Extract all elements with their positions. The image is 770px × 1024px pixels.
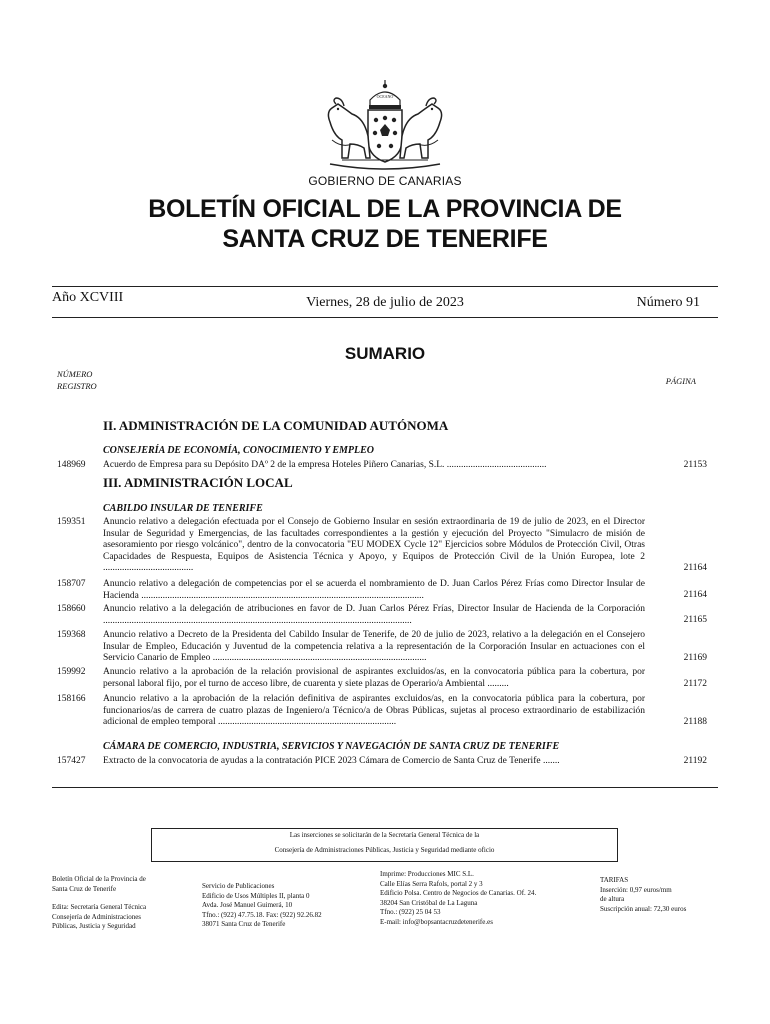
- entry-text: Anuncio relativo a delegación de competencias por el se acuerda el nombramiento de D. Juan Carlos Pérez Frías como Director Insular de Hacienda .......................................................................................................................: [103, 579, 645, 601]
- insertion-notice-box: [151, 828, 618, 862]
- column-header-registry-line2: REGISTRO: [57, 381, 97, 391]
- footer-line: Inserción: 0,97 euros/mm: [600, 885, 672, 894]
- summary-title: SUMARIO: [344, 344, 426, 363]
- summary-entry[interactable]: [57, 517, 707, 575]
- footer-line: Edificio de Usos Múltiples II, planta 0: [202, 891, 310, 900]
- footer-line: Suscripción anual: 72,30 euros: [600, 904, 687, 913]
- entry-page: 21169: [683, 653, 707, 663]
- issue-date: Viernes, 28 de julio de 2023: [306, 295, 464, 310]
- entry-registry-number: 148969: [57, 460, 86, 470]
- summary-entry[interactable]: [57, 579, 707, 602]
- section-subheading: CÁMARA DE COMERCIO, INDUSTRIA, SERVICIOS Y NAVEGACIÓN DE SANTA CRUZ DE TENERIFE: [103, 741, 560, 752]
- footer-line: Servicio de Publicaciones: [202, 882, 275, 890]
- summary-end-rule: [52, 787, 718, 788]
- footer-publisher: [52, 875, 146, 932]
- footer-printer: [380, 870, 536, 927]
- entry-text: Anuncio relativo a la delegación de atribuciones en favor de D. Juan Carlos Pérez Frías, Director Insular de Hacienda de la Corporación ..................................................................................................................................: [103, 604, 645, 626]
- footer-line: Públicas, Justicia y Seguridad: [52, 922, 136, 930]
- summary-entry[interactable]: [57, 604, 707, 627]
- summary-entry[interactable]: [57, 756, 707, 768]
- section-subheading: CABILDO INSULAR DE TENERIFE: [103, 503, 263, 514]
- entry-page: 21188: [683, 717, 707, 727]
- entry-registry-number: 159992: [57, 667, 86, 677]
- notice-line1: Las inserciones se solicitarán de la Secretaría General Técnica de la: [289, 831, 480, 839]
- footer-rates: [600, 876, 686, 914]
- entry-registry-number: 158707: [57, 579, 86, 589]
- bulletin-title-line1: BOLETÍN OFICIAL DE LA PROVINCIA DE: [148, 195, 622, 223]
- entry-page: 21164: [683, 590, 707, 600]
- entry-text: Extracto de la convocatoria de ayudas a la contratación PICE 2023 Cámara de Comercio de Santa Cruz de Tenerife .......: [103, 756, 560, 766]
- summary-entry[interactable]: [57, 694, 707, 729]
- entry-page: 21165: [683, 615, 707, 625]
- footer-line: 38071 Santa Cruz de Tenerife: [202, 920, 286, 928]
- footer-line: Santa Cruz de Tenerife: [52, 884, 117, 893]
- section-heading: III. ADMINISTRACIÓN LOCAL: [103, 475, 293, 490]
- column-header-registry: [57, 368, 137, 392]
- footer-line: Imprime: Producciones MIC S.L.: [380, 870, 474, 878]
- footer-line: TARIFAS: [600, 876, 629, 884]
- bulletin-title-line2: SANTA CRUZ DE TENERIFE: [222, 225, 548, 253]
- entry-registry-number: 159368: [57, 630, 86, 640]
- footer-line: Boletín Oficial de la Provincia de: [52, 875, 146, 883]
- footer-line: Tfno.: (922) 25 04 53: [380, 908, 441, 916]
- entry-page: 21172: [683, 679, 707, 689]
- issue-number: Número 91: [636, 295, 700, 310]
- summary-entry[interactable]: [57, 460, 707, 472]
- column-header-page: PÁGINA: [665, 376, 696, 386]
- summary-entry[interactable]: [57, 667, 707, 690]
- header-rule-top: [52, 286, 718, 287]
- footer-line: Avda. José Manuel Guimerá, 10: [202, 901, 293, 909]
- issue-year: Año XCVIII: [52, 290, 124, 305]
- entry-text: Anuncio relativo a la aprobación de la relación provisional de aspirantes excluidos/as, en la convocatoria pública para la cobertura, por personal laboral fijo, por el turno de acceso libre, de cuarenta y siete plazas de Operario/a Ambiental .........: [103, 667, 645, 689]
- footer-line: Calle Elías Serra Rafols, portal 2 y 3: [380, 879, 483, 888]
- entry-page: 21153: [683, 460, 707, 470]
- entry-registry-number: 158166: [57, 694, 86, 704]
- footer-line: de altura: [600, 895, 625, 903]
- summary-entry[interactable]: [57, 630, 707, 665]
- section-heading: II. ADMINISTRACIÓN DE LA COMUNIDAD AUTÓNOMA: [103, 418, 449, 433]
- footer-line: Edita: Secretaría General Técnica: [52, 903, 147, 911]
- entry-text: Anuncio relativo a delegación efectuada por el Consejo de Gobierno Insular en sesión extraordinaria de 19 de julio de 2023, en el Director Insular de Seguridad y Emergencias, de las facultades correspondientes a la gestión y ejecución del Proyecto "Simulacro de misión de asesoramiento por riesgo volcánico", dentro de la convocatoria "EU MODEX Cycle 12" Ejercicios sobre Módulos de Protección Civil, Otras Capacidades de Respuesta, Equipos de Asistencia Técnica y Apoyo, y Equipos de Protección Civil de la Unión Europea, lote 2 ......................................: [103, 517, 645, 573]
- footer-line: Consejería de Administraciones: [52, 912, 142, 921]
- footer-line: Edificio Polsa. Centro de Negocios de Canarias. Of. 24.: [380, 889, 537, 897]
- entry-text: Anuncio relativo a Decreto de la Presidenta del Cabildo Insular de Tenerife, de 20 de julio de 2023, relativo a la delegación en el Consejero Insular de Empleo, Educación y Juventud de la competencia relativa a la representación de la Corporación Insular en actuaciones con el Servicio Canario de Empleo ..........................................................................................: [103, 630, 645, 663]
- entry-registry-number: 159351: [57, 517, 86, 527]
- notice-line2: Consejería de Administraciones Públicas, Justicia y Seguridad mediante oficio: [274, 846, 495, 854]
- coat-of-arms-logo: [312, 78, 458, 174]
- entry-page: 21192: [683, 756, 707, 766]
- column-header-registry-line1: NÚMERO: [57, 369, 93, 379]
- section-subheading: CONSEJERÍA DE ECONOMÍA, CONOCIMIENTO Y EMPLEO: [103, 445, 374, 456]
- entry-page: 21164: [683, 563, 707, 573]
- crest-motto: OCEANO: [376, 94, 394, 99]
- entry-text: Anuncio relativo a la aprobación de la relación definitiva de aspirantes excluidos/as, en la convocatoria pública para la cobertura, por funcionarios/as de carrera de cuatro plazas de Ingeniero/a Técnico/a de Obras Públicas, sujetas al proceso extraordinario de estabilización adicional de empleo temporal ...........................................................................: [103, 694, 645, 727]
- footer-line: 38204 San Cristóbal de La Laguna: [380, 898, 478, 907]
- header-rule-bottom: [52, 317, 718, 318]
- footer-line: Tfno.: (922) 47.75.18. Fax: (922) 92.26.82: [202, 910, 322, 919]
- footer-publications-service: [202, 882, 322, 930]
- government-name: GOBIERNO DE CANARIAS: [308, 174, 462, 188]
- entry-registry-number: 157427: [57, 756, 86, 766]
- entry-registry-number: 158660: [57, 604, 86, 614]
- footer-line: E-mail: info@bopsantacruzdetenerife.es: [380, 917, 493, 926]
- entry-text: Acuerdo de Empresa para su Depósito DAº 2 de la empresa Hoteles Piñero Canarias, S.L. ..........................................: [103, 460, 547, 470]
